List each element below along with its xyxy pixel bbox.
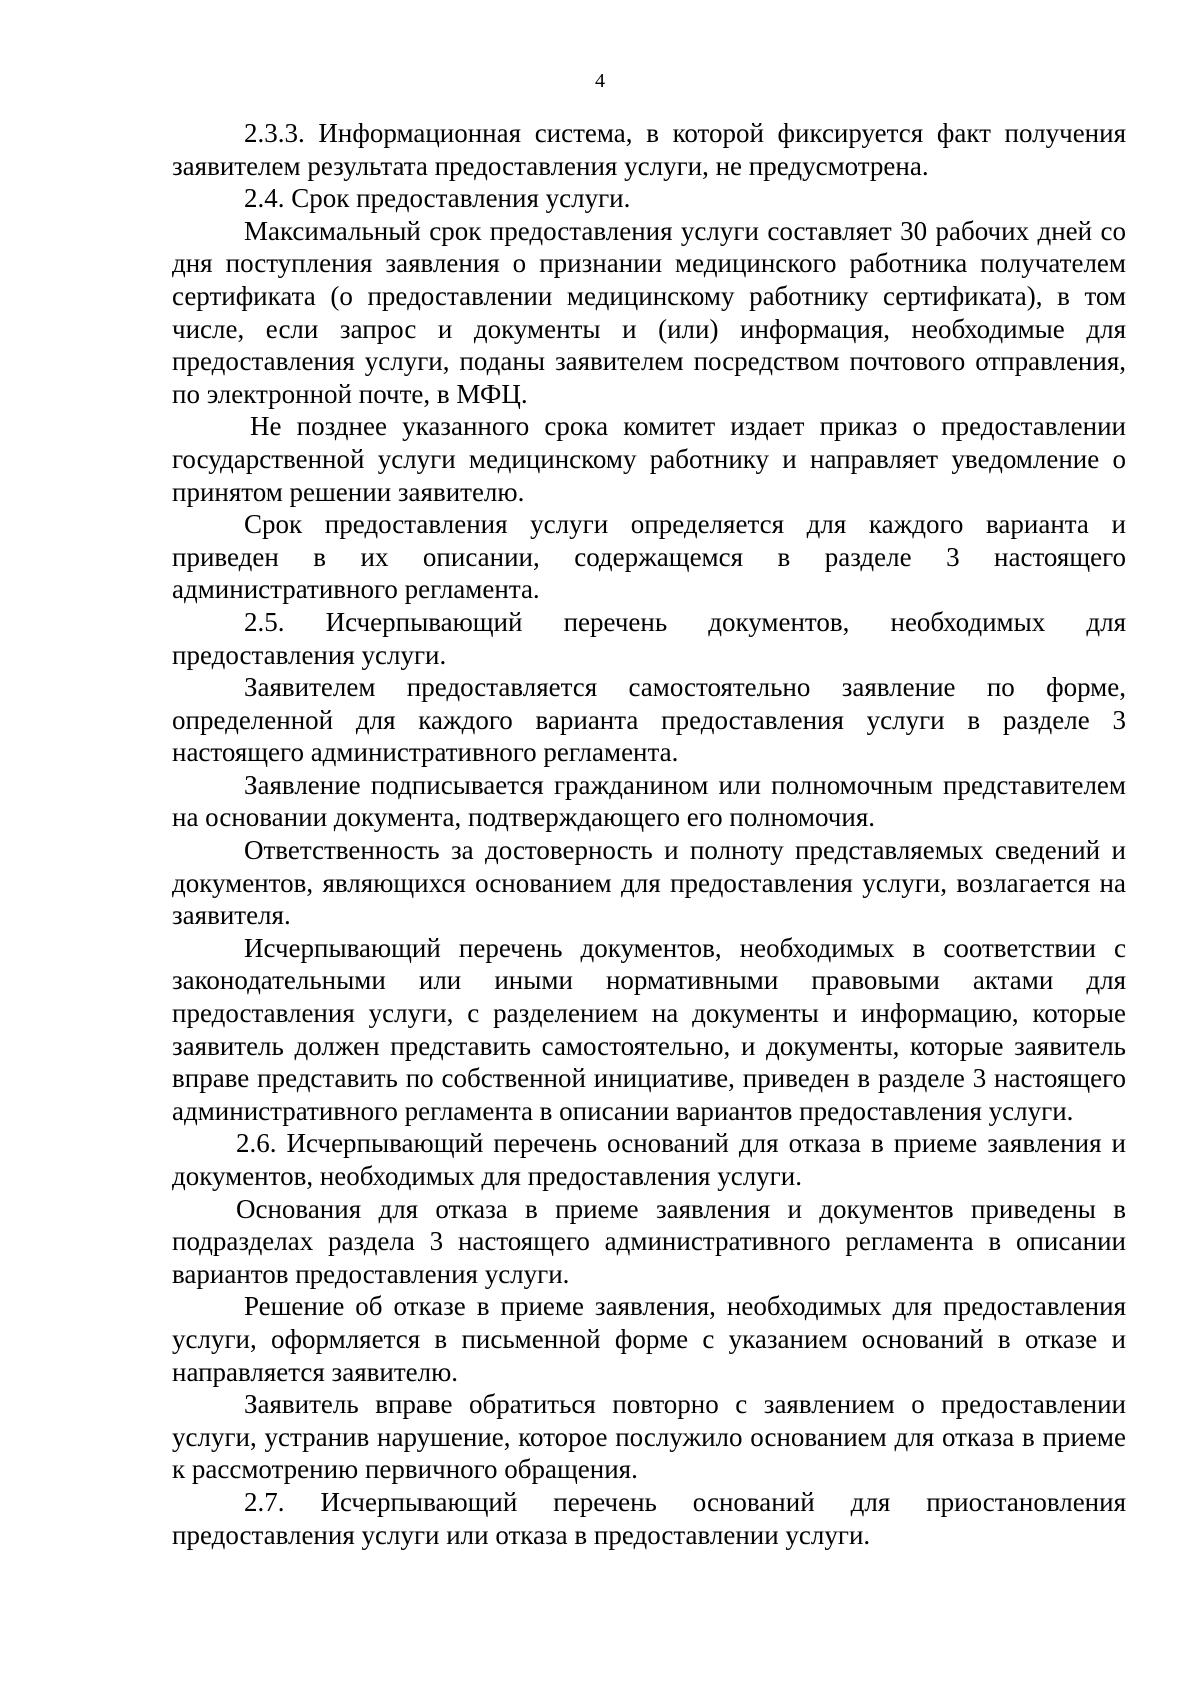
paragraph-application-form: Заявителем предоставляется самостоятельно заявление по форме, определенной для каждого варианта предоставления услуги в разделе 3 настоящего административного регламента.	[172, 672, 1126, 768]
paragraph-responsibility: Ответственность за достоверность и полноту представляемых сведений и документов, являющихся основанием для предоставления услуги, возлагается на заявителя.	[172, 835, 1126, 931]
paragraph-term-variants: Срок предоставления услуги определяется для каждого варианта и приведен в их описании, содержащемся в разделе 3 настоящего административного регламента.	[172, 509, 1126, 605]
page-number: 4	[595, 70, 605, 92]
paragraph-repeat-application: Заявитель вправе обратиться повторно с заявлением о предоставлении услуги, устранив нарушение, которое послужило основанием для отказа в приеме к рассмотрению первичного обращения.	[172, 1389, 1126, 1485]
paragraph-refusal-decision: Решение об отказе в приеме заявления, необходимых для предоставления услуги, оформляется в письменной форме с указанием оснований в отказе и направляется заявителю.	[172, 1291, 1126, 1387]
paragraph-refusal-grounds: Основания для отказа в приеме заявления и документов приведены в подразделах раздела 3 настоящего административного регламента в описании вариантов предоставления услуги.	[172, 1193, 1126, 1289]
paragraph-committee-order: Не позднее указанного срока комитет издает приказ о предоставлении государственной услуги медицинскому работнику и направляет уведомление о принятом решении заявителю.	[172, 411, 1126, 507]
paragraph-max-term: Максимальный срок предоставления услуги составляет 30 рабочих дней со дня поступления заявления о признании медицинского работника получателем сертификата (о предоставлении медицинскому работнику сертификата), в том числе, если запрос и документы и (или) информация, необходимые для предоставления услуги, поданы заявителем посредством почтового отправления, по электронной почте, в МФЦ.	[172, 215, 1126, 409]
document-body	[172, 117, 1126, 1551]
paragraph-2-4-heading: 2.4. Срок предоставления услуги.	[244, 183, 631, 214]
paragraph-application-signature: Заявление подписывается гражданином или полномочным представителем на основании документа, подтверждающего его полномочия.	[172, 769, 1126, 833]
paragraph-2-6-heading: 2.6. Исчерпывающий перечень оснований для отказа в приеме заявления и документов, необходимых для предоставления услуги.	[172, 1128, 1126, 1191]
paragraph-2-5-heading: 2.5. Исчерпывающий перечень документов, необходимых для предоставления услуги.	[172, 606, 1126, 670]
paragraph-document-list: Исчерпывающий перечень документов, необходимых в соответствии с законодательными или иными нормативными правовыми актами для предоставления услуги, с разделением на документы и информацию, которые заявитель должен представить самостоятельно, и документы, которые заявитель вправе представить по собственной инициативе, приведен в разделе 3 настоящего административного регламента в описании вариантов предоставления услуги.	[172, 932, 1126, 1126]
paragraph-2-3-3: 2.3.3. Информационная система, в которой фиксируется факт получения заявителем результата предоставления услуги, не предусмотрена.	[172, 118, 1126, 181]
paragraph-2-7-heading: 2.7. Исчерпывающий перечень оснований для приостановления предоставления услуги или отказа в предоставлении услуги.	[172, 1486, 1126, 1550]
